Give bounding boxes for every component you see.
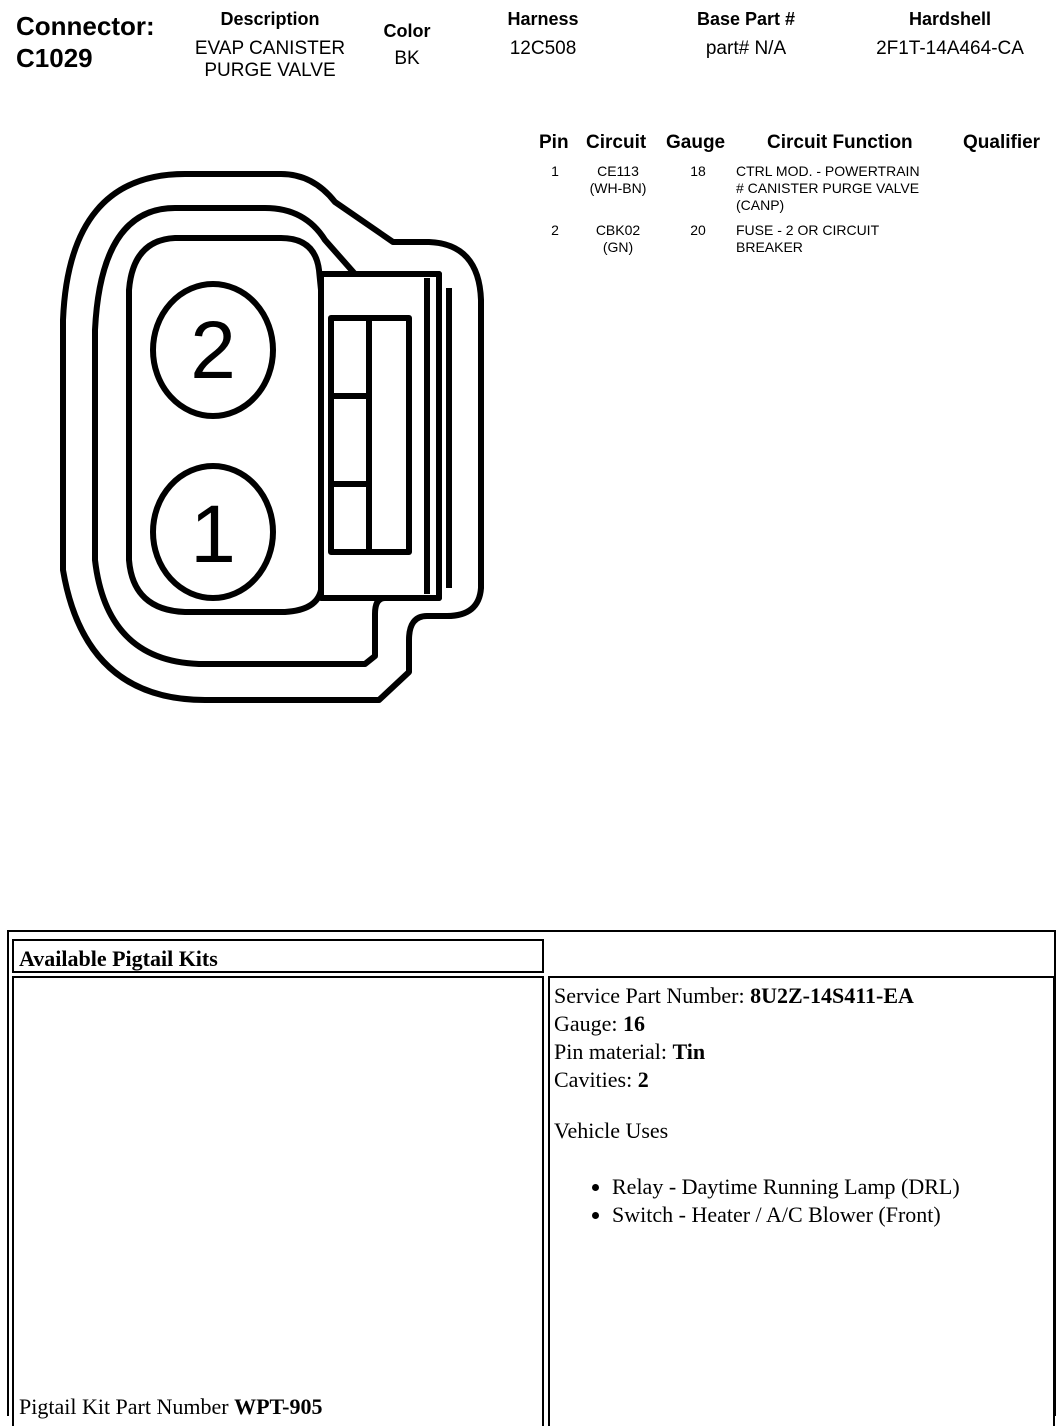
header-description xyxy=(180,8,360,82)
kit-specs xyxy=(554,982,914,1094)
kit-details-box xyxy=(548,976,1055,1426)
description-line-2: PURGE VALVE xyxy=(204,60,336,81)
spec-value: 2 xyxy=(637,1067,649,1092)
spec-label: Service Part Number: xyxy=(554,983,751,1008)
kits-title-box xyxy=(12,939,544,973)
row-1-circuit-color: (WH-BN) xyxy=(589,180,647,196)
spec-label: Pin material: xyxy=(554,1039,673,1064)
spec-gauge xyxy=(554,1010,914,1038)
connector-label: Connector: xyxy=(16,11,155,41)
base-part-value: part# N/A xyxy=(705,38,787,59)
circuit-header: Circuit xyxy=(586,132,647,153)
spec-value: 8U2Z-14S411-EA xyxy=(750,983,914,1008)
spec-label: Gauge: xyxy=(554,1011,624,1036)
spec-label: Cavities: xyxy=(554,1067,638,1092)
row-1-circuit xyxy=(578,163,658,197)
color-title: Color xyxy=(383,21,431,41)
description-title: Description xyxy=(220,9,320,29)
cavity-2-label: 2 xyxy=(190,305,236,396)
harness-title: Harness xyxy=(507,9,579,29)
row-1-function xyxy=(736,163,966,214)
cavity-1-label: 1 xyxy=(190,489,236,580)
row-2-function xyxy=(736,222,966,256)
spec-value: 16 xyxy=(623,1011,646,1036)
kit-part-number xyxy=(19,1394,323,1420)
pigtail-kits-section xyxy=(7,930,1056,1419)
row-2-pin: 2 xyxy=(551,222,559,238)
row-1-circuit-code: CE113 xyxy=(597,163,639,179)
row-2-function-line-1: FUSE - 2 OR CIRCUIT xyxy=(736,222,880,238)
row-2-circuit-code: CBK02 xyxy=(595,222,641,238)
spec-value: Tin xyxy=(672,1039,706,1064)
row-1-gauge: 18 xyxy=(690,163,706,179)
qualifier-header: Qualifier xyxy=(963,132,1041,153)
spec-pin-material xyxy=(554,1038,914,1066)
harness-value: 12C508 xyxy=(509,38,577,59)
list-item: • Switch - Heater / A/C Blower (Front) xyxy=(612,1201,960,1229)
vehicle-uses-title: Vehicle Uses xyxy=(554,1118,669,1143)
kit-part-label: Pigtail Kit Part Number xyxy=(19,1394,235,1419)
row-1-pin: 1 xyxy=(551,163,559,179)
connector-header xyxy=(16,10,155,74)
outer-shell xyxy=(63,174,481,700)
row-2-function-line-2: BREAKER xyxy=(736,239,803,255)
row-2-circuit xyxy=(578,222,658,256)
header-harness xyxy=(483,8,603,60)
row-2-gauge: 20 xyxy=(690,222,706,238)
description-line-1: EVAP CANISTER xyxy=(194,38,346,59)
list-item: • Relay - Daytime Running Lamp (DRL) xyxy=(612,1173,960,1201)
header-base-part xyxy=(666,8,826,60)
gauge-header: Gauge xyxy=(666,132,726,153)
hardshell-title: Hardshell xyxy=(908,9,992,29)
vehicle-uses-list xyxy=(590,1173,960,1229)
base-part-title: Base Part # xyxy=(696,9,796,29)
hardshell-value: 2F1T-14A464-CA xyxy=(876,38,1024,59)
connector-id: C1029 xyxy=(16,43,93,73)
header-hardshell xyxy=(855,8,1045,60)
connector-face-diagram xyxy=(55,170,495,710)
kit-part-value: WPT-905 xyxy=(234,1394,323,1419)
row-1-function-line-3: (CANP) xyxy=(736,197,785,213)
circuit-function-header: Circuit Function xyxy=(767,132,913,153)
spec-cavities xyxy=(554,1066,914,1094)
row-2-circuit-color: (GN) xyxy=(602,239,634,255)
spec-service-part xyxy=(554,982,914,1010)
row-1-function-line-1: CTRL MOD. - POWERTRAIN xyxy=(736,163,920,179)
row-1-function-line-2: # CANISTER PURGE VALVE xyxy=(736,180,920,196)
kits-title: Available Pigtail Kits xyxy=(19,946,218,971)
header-color xyxy=(367,20,447,70)
kit-image-box xyxy=(12,976,544,1426)
color-value: BK xyxy=(394,48,420,69)
pin-header: Pin xyxy=(539,132,569,153)
